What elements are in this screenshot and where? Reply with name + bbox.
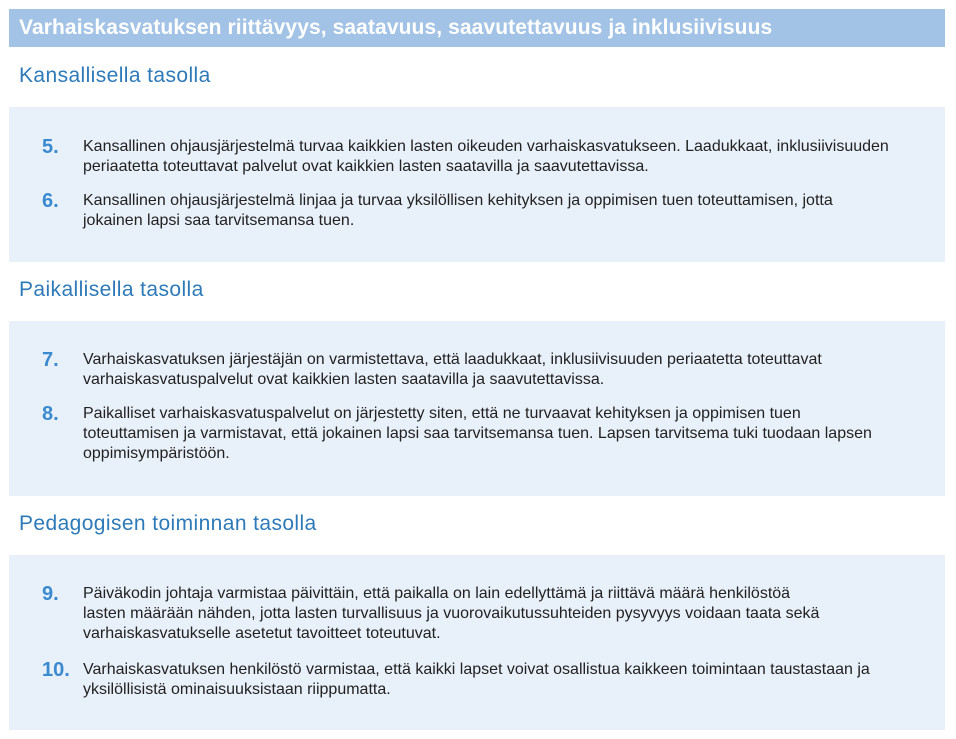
item-text: Kansallinen ohjausjärjestelmä linjaa ja turvaa yksilöllisen kehityksen ja oppimisen tuen toteuttamisen, jotta jokainen lapsi saa tarvitsemansa tuen.: [83, 192, 833, 229]
section-heading-national: Kansallisella tasolla: [19, 64, 211, 87]
item-number: 8.: [42, 403, 59, 425]
section-panel-local: [9, 321, 945, 496]
item-number: 9.: [42, 583, 59, 605]
item-number: 5.: [42, 136, 59, 158]
section-panel-pedagogical: [9, 555, 945, 730]
section-heading-local: Paikallisella tasolla: [19, 278, 204, 301]
item-text: Päiväkodin johtaja varmistaa päivittäin, että paikalla on lain edellyttämä ja riittävä määrä henkilöstöä lasten määrään nähden, jotta lasten turvallisuus ja vuorovaikutussuhteiden pysyvyys voidaan taata sekä varhaiskasvatukselle asetetut tavoitteet toteutuvat.: [83, 585, 820, 642]
item-number: 6.: [42, 190, 59, 212]
item-number: 10.: [42, 659, 70, 681]
page-title: Varhaiskasvatuksen riittävyys, saatavuus, saavutettavuus ja inklusiivisuus: [9, 9, 945, 47]
item-text: Paikalliset varhaiskasvatuspalvelut on järjestetty siten, että ne turvaavat kehityksen ja oppimisen tuen toteuttamisen ja varmistavat, että jokainen lapsi saa tarvitsemansa tuen. Lapsen tarvitsema tuki tuodaan lapsen oppimisympäristöön.: [83, 405, 872, 462]
section-panel-national: [9, 107, 945, 262]
item-text: Kansallinen ohjausjärjestelmä turvaa kaikkien lasten oikeuden varhaiskasvatukseen. Laadukkaat, inklusiivisuuden periaatetta toteuttavat palvelut ovat kaikkien lasten saatavilla ja saavutettavissa.: [83, 138, 889, 175]
item-number: 7.: [42, 349, 59, 371]
section-heading-pedagogical: Pedagogisen toiminnan tasolla: [19, 512, 317, 535]
item-text: Varhaiskasvatuksen järjestäjän on varmistettava, että laadukkaat, inklusiivisuuden periaatetta toteuttavat varhaiskasvatuspalvelut ovat kaikkien lasten saatavilla ja saavutettavissa.: [83, 351, 822, 388]
item-text: Varhaiskasvatuksen henkilöstö varmistaa, että kaikki lapset voivat osallistua kaikkeen toimintaan taustastaan ja yksilöllisistä ominaisuuksistaan riippumatta.: [83, 661, 870, 698]
